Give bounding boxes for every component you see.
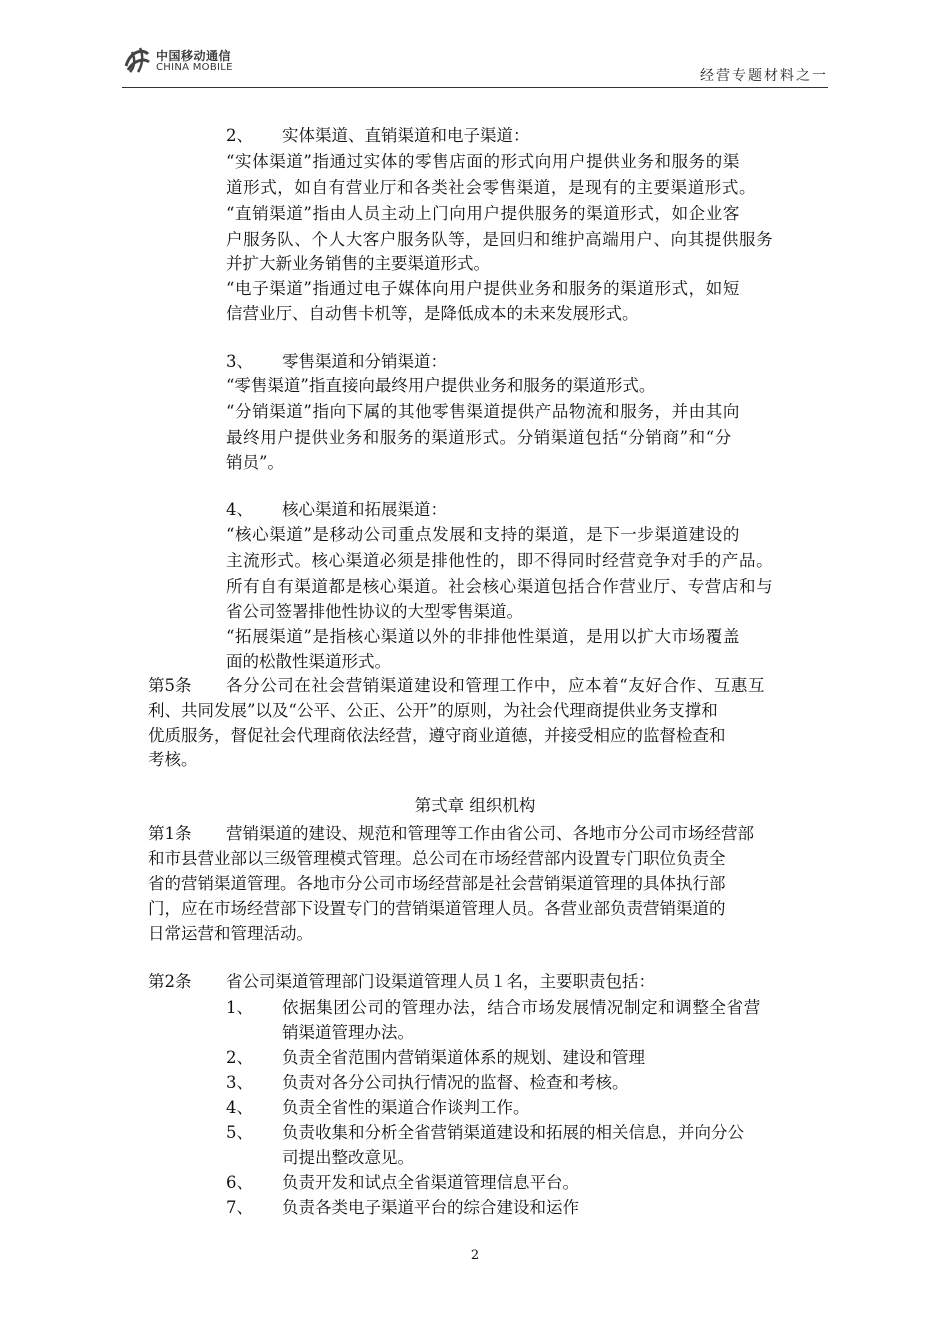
paragraph-line: 和市县营业部以三级管理模式管理。总公司在市场经营部内设置专门职位负责全: [148, 849, 726, 868]
paragraph-line: 各分公司在社会营销渠道建设和管理工作中，应本着“友好合作、互惠互: [226, 676, 766, 695]
paragraph-line: 日常运营和管理活动。: [148, 924, 313, 943]
paragraph-line: “拓展渠道”是指核心渠道以外的非排他性渠道，是用以扩大市场覆盖: [226, 627, 740, 646]
paragraph-line: 省公司签署排他性协议的大型零售渠道。: [226, 602, 523, 621]
paragraph-line: 面的松散性渠道形式。: [226, 652, 391, 671]
list-item-number: 3、: [226, 352, 253, 371]
paragraph-line: 并扩大新业务销售的主要渠道形式。: [226, 254, 490, 273]
list-item-number: 4、: [226, 500, 253, 519]
duty-text: 负责全省性的渠道合作谈判工作。: [282, 1098, 530, 1117]
duty-text: 负责收集和分析全省营销渠道建设和拓展的相关信息，并向分公: [282, 1123, 744, 1142]
paragraph-line: 道形式，如自有营业厅和各类社会零售渠道，是现有的主要渠道形式。: [226, 178, 757, 197]
paragraph-line: 营销渠道的建设、规范和管理等工作由省公司、各地市分公司市场经营部: [226, 824, 754, 843]
paragraph-line: 销员”。: [226, 453, 284, 472]
logo-english-text: CHINA MOBILE: [156, 62, 233, 73]
duty-text: 负责开发和试点全省渠道管理信息平台。: [282, 1173, 579, 1192]
paragraph-line: 户服务队、个人大客户服务队等，是回归和维护高端用户、向其提供服务: [226, 230, 774, 249]
paragraph-line: 最终用户提供业务和服务的渠道形式。分销渠道包括“分销商”和“分: [226, 428, 732, 447]
paragraph-line: 利、共同发展”以及“公平、公正、公开”的原则，为社会代理商提供业务支撑和: [148, 701, 718, 720]
duty-number: 4、: [226, 1098, 253, 1117]
paragraph-line: “实体渠道”指通过实体的零售店面的形式向用户提供业务和服务的渠: [226, 152, 740, 171]
page-header: [122, 36, 828, 88]
duty-number: 1、: [226, 998, 253, 1017]
duty-number: 7、: [226, 1198, 253, 1217]
duty-number: 5、: [226, 1123, 253, 1142]
paragraph-line: 主流形式。核心渠道必须是排他性的，即不得同时经营竞争对手的产品。: [226, 551, 774, 570]
paragraph-line: “直销渠道”指由人员主动上门向用户提供服务的渠道形式，如企业客: [226, 204, 740, 223]
list-item-heading: 实体渠道、直销渠道和电子渠道：: [282, 126, 530, 145]
duty-text: 负责对各分公司执行情况的监督、检查和考核。: [282, 1073, 629, 1092]
china-mobile-logo-icon: [122, 44, 152, 74]
document-tag: 经营专题材料之一: [700, 68, 828, 84]
page-number: 2: [470, 1248, 480, 1263]
list-item-heading: 核心渠道和拓展渠道：: [282, 500, 447, 519]
duty-text: 负责全省范围内营销渠道体系的规划、建设和管理: [282, 1048, 645, 1067]
list-item-number: 2、: [226, 126, 253, 145]
paragraph-line: “零售渠道”指直接向最终用户提供业务和服务的渠道形式。: [226, 376, 656, 395]
duty-text: 司提出整改意见。: [282, 1148, 414, 1167]
duty-number: 3、: [226, 1073, 253, 1092]
paragraph-line: 省公司渠道管理部门设渠道管理人员１名，主要职责包括：: [226, 972, 655, 991]
logo-chinese-text: 中国移动通信: [156, 49, 232, 63]
paragraph-line: “核心渠道”是移动公司重点发展和支持的渠道，是下一步渠道建设的: [226, 525, 740, 544]
china-mobile-logo: [122, 42, 262, 78]
paragraph-line: 所有自有渠道都是核心渠道。社会核心渠道包括合作营业厅、专营店和与: [226, 577, 774, 596]
article-label: 第2条: [148, 972, 192, 991]
paragraph-line: 门，应在市场经营部下设置专门的营销渠道管理人员。各营业部负责营销渠道的: [148, 899, 726, 918]
paragraph-line: “分销渠道”指向下属的其他零售渠道提供产品物流和服务，并由其向: [226, 402, 740, 421]
paragraph-line: 信营业厅、自动售卡机等，是降低成本的未来发展形式。: [226, 304, 639, 323]
duty-number: 6、: [226, 1173, 253, 1192]
paragraph-line: 优质服务，督促社会代理商依法经营，遵守商业道德，并接受相应的监督检查和: [148, 726, 726, 745]
article-label: 第1条: [148, 824, 192, 843]
list-item-heading: 零售渠道和分销渠道：: [282, 352, 447, 371]
duty-text: 依据集团公司的管理办法，结合市场发展情况制定和调整全省营: [282, 998, 761, 1017]
duty-text: 销渠道管理办法。: [282, 1023, 414, 1042]
paragraph-line: “电子渠道”指通过电子媒体向用户提供业务和服务的渠道形式，如短: [226, 279, 740, 298]
paragraph-line: 考核。: [148, 750, 198, 769]
paragraph-line: 省的营销渠道管理。各地市分公司市场经营部是社会营销渠道管理的具体执行部: [148, 874, 726, 893]
header-divider: [122, 87, 828, 88]
duty-number: 2、: [226, 1048, 253, 1067]
duty-text: 负责各类电子渠道平台的综合建设和运作: [282, 1198, 579, 1217]
chapter-title: 第弍章 组织机构: [414, 796, 536, 815]
article-label: 第5条: [148, 676, 192, 695]
